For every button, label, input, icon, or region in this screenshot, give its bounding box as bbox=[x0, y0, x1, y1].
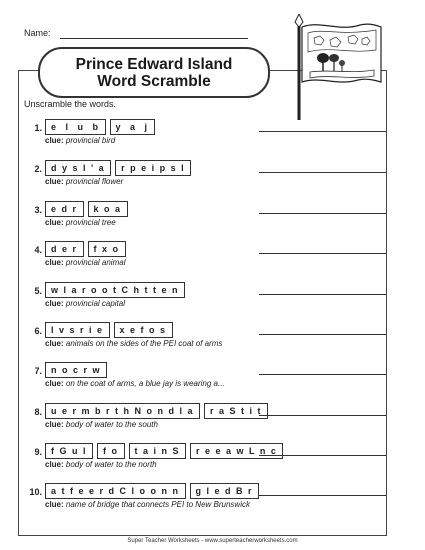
clue-label: clue: bbox=[45, 258, 64, 267]
answer-line[interactable] bbox=[259, 253, 386, 254]
item-number: 8. bbox=[34, 407, 42, 417]
clue-description: body of water to the south bbox=[63, 420, 158, 429]
title-line-2: Word Scramble bbox=[97, 72, 211, 90]
answer-line[interactable] bbox=[259, 374, 386, 375]
clue-text bbox=[45, 218, 116, 227]
scrambled-word-group bbox=[45, 160, 191, 176]
scrambled-word: r p e i p s l bbox=[115, 160, 191, 176]
scrambled-word: f o bbox=[97, 443, 125, 459]
clue-label: clue: bbox=[45, 420, 64, 429]
answer-line[interactable] bbox=[259, 172, 386, 173]
scrambled-word-group bbox=[45, 241, 126, 257]
clue-description: on the coat of arms, a blue jay is wearing a... bbox=[63, 379, 225, 388]
clue-text bbox=[45, 258, 125, 267]
scrambled-word: l v s r i e bbox=[45, 322, 110, 338]
item-number: 1. bbox=[34, 123, 42, 133]
answer-line[interactable] bbox=[259, 213, 386, 214]
scrambled-word: w l a r o o t C h t t e n bbox=[45, 282, 185, 298]
title-box bbox=[38, 47, 270, 98]
scrambled-word: r e e a w L n c bbox=[190, 443, 283, 459]
clue-label: clue: bbox=[45, 339, 64, 348]
scrambled-word-group bbox=[45, 201, 128, 217]
scramble-item bbox=[26, 322, 386, 362]
scramble-item bbox=[26, 160, 386, 200]
scramble-item bbox=[26, 403, 386, 443]
clue-description: provincial bird bbox=[63, 136, 116, 145]
scrambled-word: n o c r w bbox=[45, 362, 107, 378]
name-label: Name: bbox=[24, 28, 51, 38]
instructions: Unscramble the words. bbox=[24, 99, 117, 109]
clue-label: clue: bbox=[45, 299, 64, 308]
footer: Super Teacher Worksheets - www.superteacherworksheets.com bbox=[127, 538, 298, 544]
scrambled-word-group bbox=[45, 443, 283, 459]
scrambled-word-group bbox=[45, 403, 268, 419]
answer-line[interactable] bbox=[259, 495, 386, 496]
scramble-item bbox=[26, 282, 386, 322]
clue-text bbox=[45, 379, 225, 388]
item-number: 10. bbox=[29, 487, 42, 497]
clue-label: clue: bbox=[45, 177, 64, 186]
scrambled-word-group bbox=[45, 119, 155, 135]
clue-label: clue: bbox=[45, 136, 64, 145]
item-number: 2. bbox=[34, 164, 42, 174]
scramble-item bbox=[26, 241, 386, 281]
scrambled-word: k o a bbox=[88, 201, 128, 217]
scrambled-word-group bbox=[45, 282, 185, 298]
scrambled-word-group bbox=[45, 483, 259, 499]
scrambled-word: a t f e e r d C l o o n n bbox=[45, 483, 186, 499]
clue-text bbox=[45, 177, 123, 186]
clue-description: animals on the sides of the PEI coat of arms bbox=[63, 339, 223, 348]
clue-description: body of water to the north bbox=[63, 460, 157, 469]
item-number: 6. bbox=[34, 326, 42, 336]
clue-description: provincial capital bbox=[63, 299, 126, 308]
clue-text bbox=[45, 299, 125, 308]
clue-text bbox=[45, 460, 157, 469]
scrambled-word: g l e d B r bbox=[190, 483, 260, 499]
scramble-item bbox=[26, 201, 386, 241]
scrambled-word: y a j bbox=[110, 119, 155, 135]
item-number: 9. bbox=[34, 447, 42, 457]
scramble-item bbox=[26, 362, 386, 402]
item-number: 7. bbox=[34, 366, 42, 376]
item-number: 3. bbox=[34, 205, 42, 215]
scrambled-word-group bbox=[45, 322, 173, 338]
scrambled-word-group bbox=[45, 362, 107, 378]
answer-line[interactable] bbox=[259, 294, 386, 295]
answer-line[interactable] bbox=[259, 334, 386, 335]
title-line-1: Prince Edward Island bbox=[75, 55, 233, 73]
clue-description: provincial animal bbox=[63, 258, 126, 267]
scrambled-word: x e f o s bbox=[114, 322, 173, 338]
name-line[interactable] bbox=[60, 38, 248, 39]
scrambled-word: d y s l ' a bbox=[45, 160, 111, 176]
scrambled-word: u e r m b r t h N o n d l a bbox=[45, 403, 200, 419]
scrambled-word: e d r bbox=[45, 201, 84, 217]
scramble-item bbox=[26, 483, 386, 523]
scramble-item bbox=[26, 443, 386, 483]
clue-text bbox=[45, 136, 115, 145]
item-number: 4. bbox=[34, 245, 42, 255]
clue-description: name of bridge that connects PEI to New Brunswick bbox=[63, 500, 250, 509]
answer-line[interactable] bbox=[259, 131, 386, 132]
scrambled-word: t a i n S bbox=[129, 443, 187, 459]
clue-text bbox=[45, 500, 250, 509]
scrambled-word: f x o bbox=[88, 241, 126, 257]
scrambled-word: d e r bbox=[45, 241, 84, 257]
clue-text bbox=[45, 420, 158, 429]
clue-label: clue: bbox=[45, 379, 64, 388]
clue-label: clue: bbox=[45, 500, 64, 509]
clue-description: provincial tree bbox=[63, 218, 116, 227]
clue-description: provincial flower bbox=[63, 177, 124, 186]
clue-label: clue: bbox=[45, 218, 64, 227]
item-number: 5. bbox=[34, 286, 42, 296]
answer-line[interactable] bbox=[259, 455, 386, 456]
scrambled-word: r a S t i t bbox=[204, 403, 268, 419]
scramble-item bbox=[26, 119, 386, 159]
answer-line[interactable] bbox=[259, 415, 386, 416]
clue-text bbox=[45, 339, 222, 348]
clue-label: clue: bbox=[45, 460, 64, 469]
flag-icon bbox=[290, 14, 385, 122]
scrambled-word: e l u b bbox=[45, 119, 106, 135]
scrambled-word: f G u l bbox=[45, 443, 93, 459]
